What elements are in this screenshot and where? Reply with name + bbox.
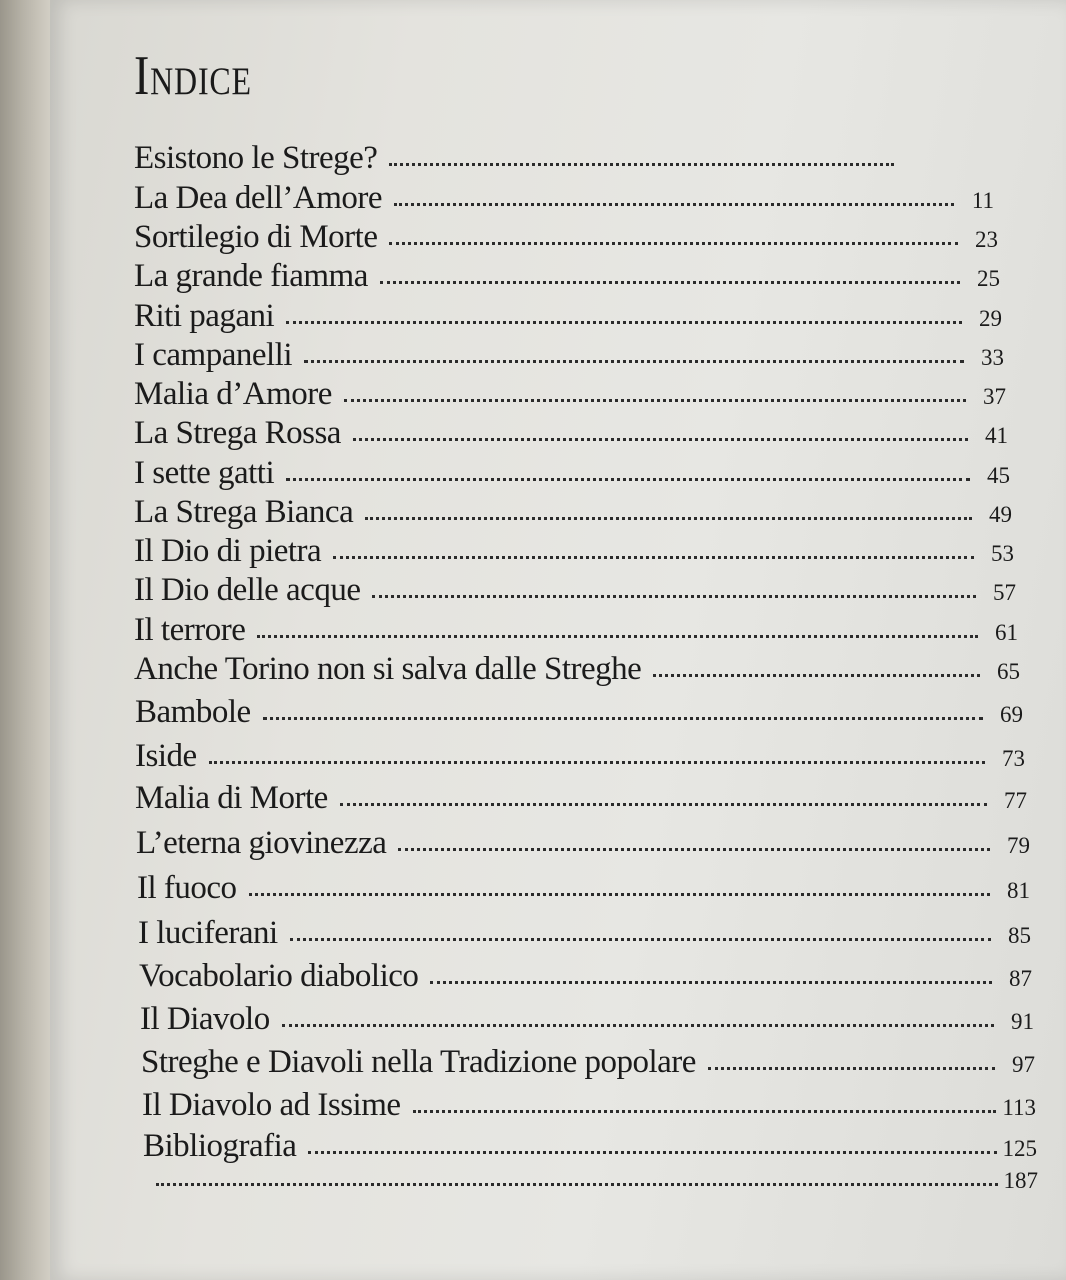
toc-entry [144,1168,1038,1208]
toc-entry-title: La Dea dell’Amore [134,180,383,216]
toc-entry-title: L’eterna giovinezza [136,825,387,861]
toc-entry-page: 77 [1004,788,1027,813]
dot-leader [282,1021,994,1027]
toc-entry-title: Il fuoco [137,870,237,906]
toc-entry-page: 97 [1012,1052,1035,1077]
toc-entry-page: 61 [995,620,1018,645]
toc-entry-title: Esistono le Strege? [134,140,378,176]
toc-entry-title: I campanelli [134,337,293,373]
toc-entry-page: 81 [1007,878,1030,903]
toc-entry-page: 53 [991,541,1014,566]
toc-entry-page: 37 [983,384,1006,409]
toc-entry-page: 23 [975,227,998,252]
dot-leader [365,514,972,520]
toc-entry-page: 25 [977,266,1000,291]
dot-leader [413,1107,996,1113]
toc-entry-title: Malia d’Amore [134,376,332,412]
toc-entry [141,1044,1035,1084]
dot-leader [344,396,966,402]
dot-leader [286,475,970,481]
toc-entry-page: 41 [985,423,1008,448]
page-title: Indice [134,45,252,107]
toc-entry-title: Sortilegio di Morte [134,219,378,255]
dot-leader [372,592,976,598]
toc-entry-page: 87 [1009,966,1032,991]
toc-entry-page: 69 [1000,702,1023,727]
toc-entry-page: 125 [1002,1136,1037,1161]
toc-entry-title: La Strega Bianca [134,494,354,530]
toc-entry-title: La grande fiamma [134,258,368,294]
toc-entry-page: 49 [989,502,1012,527]
toc-entry-title: Il Dio di pietra [134,533,322,569]
toc-entry [134,337,1004,377]
toc-entry [134,415,1008,455]
toc-entry-title: Il Diavolo [140,1001,270,1037]
toc-entry-title: Il Diavolo ad Issime [142,1087,401,1123]
toc-entry [134,494,1012,534]
dot-leader [257,632,978,638]
toc-entry-page: 11 [971,188,994,213]
dot-leader [398,845,990,851]
toc-entry-page: 85 [1008,923,1031,948]
toc-entry-page: 45 [987,463,1010,488]
dot-leader [263,714,983,720]
toc-entry [140,1001,1034,1041]
dot-leader [394,200,954,206]
toc-entry-page: 73 [1002,746,1025,771]
toc-entry-title: Il Dio delle acque [134,572,361,608]
toc-entry [134,140,934,180]
dot-leader [290,935,991,941]
toc-entry-page: 91 [1011,1009,1034,1034]
toc-entry [135,694,1023,734]
dot-leader [156,1180,998,1186]
toc-entry [139,958,1032,998]
toc-entry [134,298,1002,338]
toc-entry [134,219,998,259]
dot-leader [653,671,980,677]
dot-leader [333,553,974,559]
toc-entry-title: Streghe e Diavoli nella Tradizione popolare [141,1044,696,1080]
toc-entry-title: Il terrore [134,612,246,648]
dot-leader [430,978,992,984]
dot-leader [389,239,958,245]
toc-entry-title: I luciferani [138,915,278,951]
toc-entry [138,915,1031,955]
toc-entry [134,533,1014,573]
toc-entry [134,455,1010,495]
toc-entry [136,825,1030,865]
dot-leader [286,318,962,324]
toc-entry-title: Bibliografia [143,1128,297,1164]
toc-entry [134,180,994,220]
dot-leader [308,1148,996,1154]
toc-entry-page: 33 [981,345,1004,370]
toc-entry-title: Vocabolario diabolico [139,958,419,994]
dot-leader [708,1064,995,1070]
dot-leader [340,800,987,806]
toc-entry-page: 29 [979,306,1002,331]
toc-entry [134,258,1000,298]
toc-entry-title: Iside [135,738,197,774]
dot-leader [304,357,964,363]
toc-entry [142,1087,1036,1127]
toc-entry-title: Bambole [135,694,251,730]
toc-entry [135,738,1025,778]
toc-entry-title: Malia di Morte [135,780,328,816]
dot-leader [353,435,968,441]
dot-leader [389,160,894,166]
dot-leader [380,278,960,284]
toc-entry [135,780,1027,820]
toc-entry-title: I sette gatti [134,455,275,491]
toc-entry-page: 187 [1003,1168,1038,1193]
toc-entry-title: La Strega Rossa [134,415,341,451]
toc-entry [137,870,1030,910]
dot-leader [249,890,990,896]
toc-entry [134,376,1006,416]
toc-entry-page: 113 [1002,1095,1036,1120]
dot-leader [209,758,985,764]
toc-entry [134,651,1020,691]
toc-entry-title: Anche Torino non si salva dalle Streghe [134,651,642,687]
toc-entry-page: 79 [1007,833,1030,858]
toc-entry-page: 65 [997,659,1020,684]
toc-entry-title: Riti pagani [134,298,275,334]
toc-entry [134,572,1016,612]
toc-entry-page: 57 [993,580,1016,605]
toc-entry [143,1128,1037,1168]
toc-entry [134,612,1018,652]
